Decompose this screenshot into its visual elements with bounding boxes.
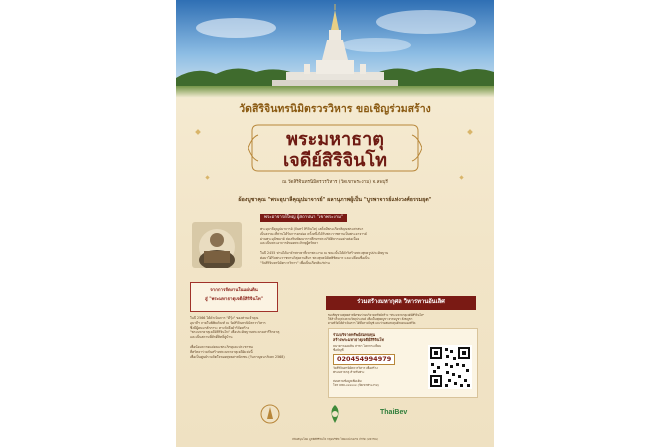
foundation-logo-icon xyxy=(324,403,346,425)
temple-logo-icon xyxy=(260,404,280,424)
donate-note: วัดสิริจินทรนิมิตรวรวิหาร เพื่อสร้าง พระมหาธาตุ สำหรับพระ xyxy=(333,366,378,375)
qr-code[interactable] xyxy=(428,345,472,389)
sparkle-icon xyxy=(205,175,209,179)
section2-body2: เพื่อน้อมถวายแด่คณะพระภิกษุและประชาชน ที่ศรัทธาร่วมกันสร้างพระมหาธาตุเจดีย์แห่งนี้ เพื่อเป็นศูนย์รวมจิตใจของพุทธศาสนิกชน (วันกาญจนาภิเษก 2568) xyxy=(190,345,285,359)
thaibev-logo xyxy=(380,406,406,420)
section1-header: พระอาจารย์ใหญ่ ผู้สถาปนา "เขาพระงาม" xyxy=(260,214,347,222)
section3-header: ร่วมสร้างมหากุศล วิหารทานอันเลิศ xyxy=(357,299,445,305)
sparkle-icon xyxy=(467,129,473,135)
donate-title: ร่วมบริจาคทรัพย์สมทบทุน สร้างพระมหาธาตุเจดีย์สิริจินโท xyxy=(333,332,384,342)
sparkle-icon xyxy=(195,129,201,135)
monk-portrait xyxy=(192,222,242,268)
section1-body: พระอุบาลีคุณูปมาจารย์ (จันทร์ สิริจินโท) เสด็จมีพระเกียรติคุณพระศาสนา เป็นธรรมะที่ท่านได้รับการยกย่อง ครั้งหนึ่งได้รับพระราชทานเป็นพระอาจารย์ ผ่านพระอุปัชฌาย์ ส่งเสริมพัฒนาการศึกษาพระปริยัติธรรมอย่างต่อเนื่อง และเป็นพระอาจารย์ของพระภิกษุผู้ศรัทธา xyxy=(260,227,367,246)
title-banner xyxy=(248,117,422,179)
section3-header-box xyxy=(326,296,476,310)
main-title: วัดสิริจินทรนิมิตรวรวิหาร ขอเชิญร่วมสร้าง xyxy=(239,103,431,115)
sparkle-icon xyxy=(459,175,463,179)
section3-body: ขอเชิญชวนพุทธศาสนิกชนร่วมบริจาคทรัพย์สร้าง "พระมหาธาตุเจดีย์สิริจินโท" ให้สำเร็จลุล่วงตามวัตถุประสงค์ เพื่อเป็นพุทธบูชา ธรรมบูชา สังฆบูชา ตามที่วัดได้ดำเนินการ ได้ทั้งทางบัญชี และร่วมสมทบทุนด้วยตนเองที่วัด xyxy=(328,313,425,326)
thaibev-logo-text: ThaiBev xyxy=(380,409,408,416)
section2-header: จากการจัดงานในแผ่นดิน xyxy=(210,288,258,293)
donate-contact: สอบถามข้อมูลเพิ่มเติม โทร 080-xxxxxx (วัดเขาพระงาม) xyxy=(333,379,379,388)
account-number[interactable]: 020454994979 xyxy=(333,354,395,365)
donate-detail: ธนาคารออมสิน สาขา โคกกระเทียม ชื่อบัญชี xyxy=(333,344,382,353)
section1-body2: ในปี 2455 ท่านได้มาจำพรรษาที่เขาพระงาม ณ ขณะนั้นได้ดำริสร้างพระพุทธรูปประดิษฐาน ต่อมาได้รับพระราชทานวิสุงคามสีมา พระพุทธนิมิตพิชิตมาร และเปลี่ยนชื่อเป็น "วัดสิริจินทรนิมิตรวรวิหาร" เพื่อเป็นเกียรติแก่ท่าน xyxy=(260,251,389,265)
subtitle: ณ วัดสิริจินทรนิมิตรวรวิหาร (วัดเขาพระงาม) จ.ลพบุรี xyxy=(282,180,388,185)
section2-sub: สู่ "พระมหาธาตุเจดีย์สิริจินโท" xyxy=(204,297,263,302)
dedication: ผ้องบูชาคุณ "พระอุบาลีคุณูปมาจารย์" ผลานุภาพผู้เป็น "บูรพาจารย์แห่งวงศ์ธรรมยุต" xyxy=(238,197,432,203)
footer xyxy=(176,398,494,447)
footer-text: สนับสนุนโดย มูลนิธิสิริจินโท กลุ่มบริษัท ไทยเบฟเวอเรจ จำกัด (มหาชน) xyxy=(292,437,378,441)
banner-line2: เจดีย์สิริจินโท xyxy=(283,150,387,171)
section2-body: ในปี 2566 ได้ดำเนินการ "ดีรุ้ง" ของท่านเจ้าคุณ อุบาลีฯ ภายในพิพิธภัณฑ์ ณ วัดสิริจินทรนิมิตรวรวิหาร ซึ่งมีผู้คนมาสักการะ ทางวัดจึงดำริจัดสร้าง "พระมหาธาตุเจดีย์สิริจินโท" เพื่อประดิษฐานพระบรมสารีริกธาตุ และเป็นสถานที่ศักดิ์สิทธิ์คู่บ้าน xyxy=(190,316,280,340)
hero-photo xyxy=(176,0,494,98)
poster xyxy=(176,0,494,447)
banner-line1: พระมหาธาตุ xyxy=(286,129,384,150)
section2-box xyxy=(190,282,278,312)
